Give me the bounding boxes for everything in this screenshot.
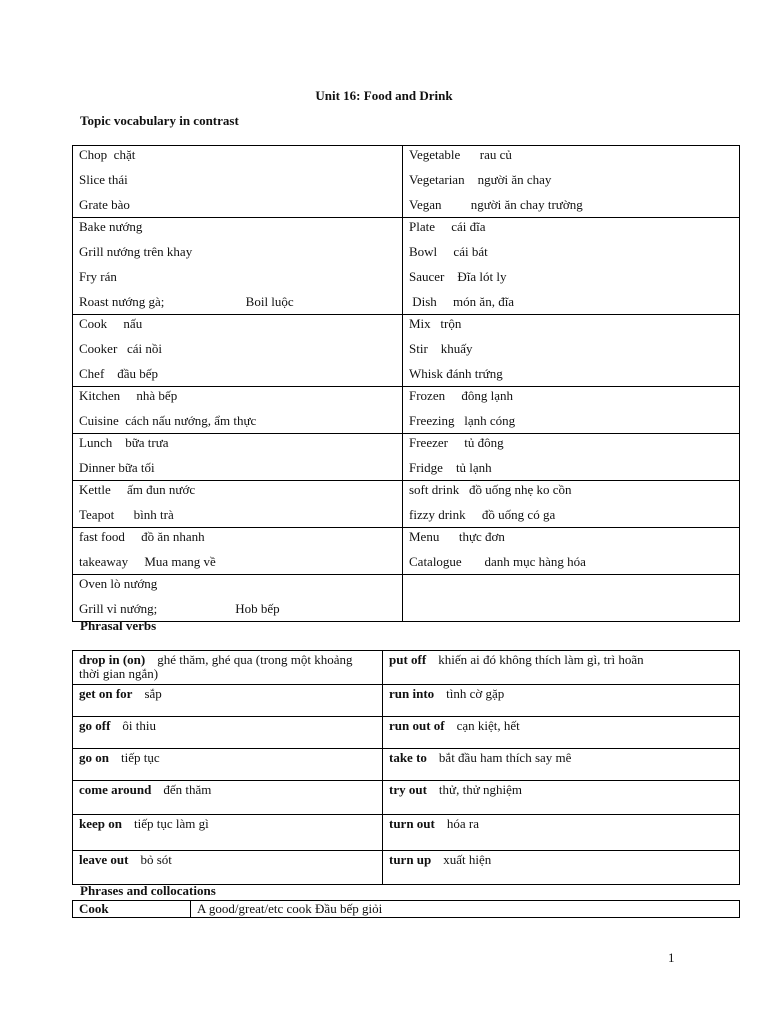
phrasal-meaning: đến thăm xyxy=(163,782,212,797)
phrasal-verb: run into xyxy=(389,686,435,701)
phrasal-cell xyxy=(383,685,740,717)
vocab-entry: Bake nướng xyxy=(79,219,143,234)
vocab-cell-right xyxy=(403,434,740,481)
phrasal-meaning: ghé thăm, ghé qua (trong một khoảng thời gian ngắn) xyxy=(79,652,353,681)
phrasal-verb: get on for xyxy=(79,686,133,701)
phrasal-cell xyxy=(383,781,740,815)
phrasal-cell xyxy=(73,851,383,885)
vocab-entry: Cooker cái nồi xyxy=(79,341,163,356)
phrasal-verb: put off xyxy=(389,652,427,667)
vocab-cell-left xyxy=(73,575,403,622)
phrasal-meaning: bỏ sót xyxy=(140,852,172,867)
phrasal-cell xyxy=(383,815,740,851)
vocab-entry: Whisk đánh trứng xyxy=(409,366,503,381)
vocab-entry: Kitchen nhà bếp xyxy=(79,388,178,403)
vocab-entry: Roast nướng gà; Boil luộc xyxy=(79,294,294,309)
vocab-cell-right xyxy=(403,387,740,434)
vocab-cell-left xyxy=(73,528,403,575)
vocab-entry: Lunch bữa trưa xyxy=(79,435,169,450)
vocab-entry: Teapot bình trà xyxy=(79,507,174,522)
phrasal-meaning: khiến ai đó không thích làm gì, trì hoãn xyxy=(438,652,644,667)
vocab-entry: Catalogue danh mục hàng hóa xyxy=(409,554,586,569)
vocab-entry: Dinner bữa tối xyxy=(79,460,155,475)
vocab-entry: Vegetarian người ăn chay xyxy=(409,172,552,187)
vocab-cell-left xyxy=(73,387,403,434)
phrasal-cell xyxy=(383,851,740,885)
phrasal-meaning: xuất hiện xyxy=(443,852,492,867)
phrasal-verb: leave out xyxy=(79,852,129,867)
vocab-cell-right xyxy=(403,315,740,387)
phrasal-meaning: tiếp tục làm gì xyxy=(133,816,209,831)
vocab-entry: fast food đồ ăn nhanh xyxy=(79,529,205,544)
vocab-cell-right xyxy=(403,146,740,218)
vocab-cell-left xyxy=(73,218,403,315)
vocab-entry: Grill nướng trên khay xyxy=(79,244,193,259)
phrasal-verb: come around xyxy=(79,782,152,797)
phrasal-cell xyxy=(73,749,383,781)
phrasal-verb: take to xyxy=(389,750,427,765)
phrasal-meaning: cạn kiệt, hết xyxy=(456,718,520,733)
vocab-entry: fizzy drink đồ uống có ga xyxy=(409,507,556,522)
phrasal-cell xyxy=(73,781,383,815)
vocab-entry: Vegan người ăn chay trường xyxy=(409,197,583,212)
vocab-cell-right xyxy=(403,575,740,622)
vocab-entry: Freezing lạnh cóng xyxy=(409,413,516,428)
phrasal-verb: keep on xyxy=(79,816,122,831)
vocab-entry: Oven lò nướng xyxy=(79,576,158,591)
phrasal-row xyxy=(73,749,740,781)
vocabulary-table xyxy=(72,145,740,622)
vocab-entry: Menu thực đơn xyxy=(409,529,505,544)
phrasal-verb: go off xyxy=(79,718,111,733)
vocab-cell-left xyxy=(73,146,403,218)
vocab-entry: Freezer tủ đông xyxy=(409,435,504,450)
phrasal-cell xyxy=(73,815,383,851)
vocab-entry: Grill vỉ nướng; Hob bếp xyxy=(79,601,280,616)
vocab-entry: Dish món ăn, đĩa xyxy=(409,294,515,309)
phrasal-verb: turn out xyxy=(389,816,435,831)
vocab-entry: Stir khuấy xyxy=(409,341,473,356)
phrasal-verb: go on xyxy=(79,750,109,765)
phrasal-meaning: ôi thiu xyxy=(122,718,157,733)
vocab-entry: soft drink đồ uống nhẹ ko cồn xyxy=(409,482,572,497)
vocab-entry: Slice thái xyxy=(79,172,128,187)
vocab-entry: Mix trộn xyxy=(409,316,462,331)
vocab-cell-left xyxy=(73,315,403,387)
collocation-text: A good/great/etc cook Đầu bếp giỏi xyxy=(191,901,740,918)
vocab-cell-left xyxy=(73,481,403,528)
phrasal-meaning: sắp xyxy=(144,686,162,701)
vocab-row xyxy=(73,434,740,481)
phrasal-cell xyxy=(73,717,383,749)
phrasal-cell xyxy=(73,651,383,685)
vocab-entry: Fridge tủ lạnh xyxy=(409,460,492,475)
phrasal-verb: turn up xyxy=(389,852,432,867)
vocab-entry: Cuisine cách nấu nướng, ẩm thực xyxy=(79,413,257,428)
vocab-entry: Kettle ấm đun nước xyxy=(79,482,196,497)
phrasal-row xyxy=(73,815,740,851)
vocab-cell-right xyxy=(403,481,740,528)
phrasal-verb: drop in (on) xyxy=(79,652,146,667)
phrasal-meaning: hóa ra xyxy=(446,816,479,831)
phrasal-meaning: tình cờ gặp xyxy=(446,686,505,701)
vocab-cell-right xyxy=(403,528,740,575)
phrasal-meaning: thử, thử nghiệm xyxy=(438,782,522,797)
phrasal-row xyxy=(73,781,740,815)
vocab-entry: Grate bào xyxy=(79,197,130,212)
collocations-table xyxy=(72,900,740,918)
page-title: Unit 16: Food and Drink xyxy=(315,88,453,103)
phrasal-verbs-table xyxy=(72,650,740,885)
vocab-row xyxy=(73,146,740,218)
phrasal-row xyxy=(73,717,740,749)
vocab-row xyxy=(73,315,740,387)
phrasal-verbs-heading: Phrasal verbs xyxy=(80,618,157,633)
vocab-entry: Plate cái đĩa xyxy=(409,219,486,234)
collocation-word: Cook xyxy=(73,901,191,918)
vocab-cell-left xyxy=(73,434,403,481)
vocab-cell-right xyxy=(403,218,740,315)
phrasal-row xyxy=(73,851,740,885)
phrasal-meaning: tiếp tục xyxy=(120,750,160,765)
topic-vocabulary-heading: Topic vocabulary in contrast xyxy=(80,113,239,128)
vocab-entry: Frozen đông lạnh xyxy=(409,388,513,403)
vocab-row xyxy=(73,218,740,315)
page-number: 1 xyxy=(668,950,675,965)
vocab-entry: Fry rán xyxy=(79,269,117,284)
vocab-row xyxy=(73,481,740,528)
vocab-row xyxy=(73,528,740,575)
vocab-row xyxy=(73,575,740,622)
phrasal-cell xyxy=(73,685,383,717)
phrasal-cell xyxy=(383,749,740,781)
vocab-entry: Chop chặt xyxy=(79,147,136,162)
vocab-row xyxy=(73,387,740,434)
phrasal-cell xyxy=(383,651,740,685)
vocab-entry: Cook nấu xyxy=(79,316,143,331)
phrasal-row xyxy=(73,685,740,717)
phrasal-row xyxy=(73,651,740,685)
phrasal-meaning: bắt đầu ham thích say mê xyxy=(438,750,572,765)
vocab-entry: Chef đầu bếp xyxy=(79,366,159,381)
phrasal-verb: try out xyxy=(389,782,427,797)
phrasal-verb: run out of xyxy=(389,718,445,733)
phrasal-cell xyxy=(383,717,740,749)
vocab-entry: Saucer Đĩa lót ly xyxy=(409,269,507,284)
vocab-entry: Vegetable rau củ xyxy=(409,147,512,162)
vocab-entry: takeaway Mua mang về xyxy=(79,554,216,569)
phrases-collocations-heading: Phrases and collocations xyxy=(80,883,216,898)
vocab-entry: Bowl cái bát xyxy=(409,244,488,259)
collocation-row xyxy=(73,901,740,918)
